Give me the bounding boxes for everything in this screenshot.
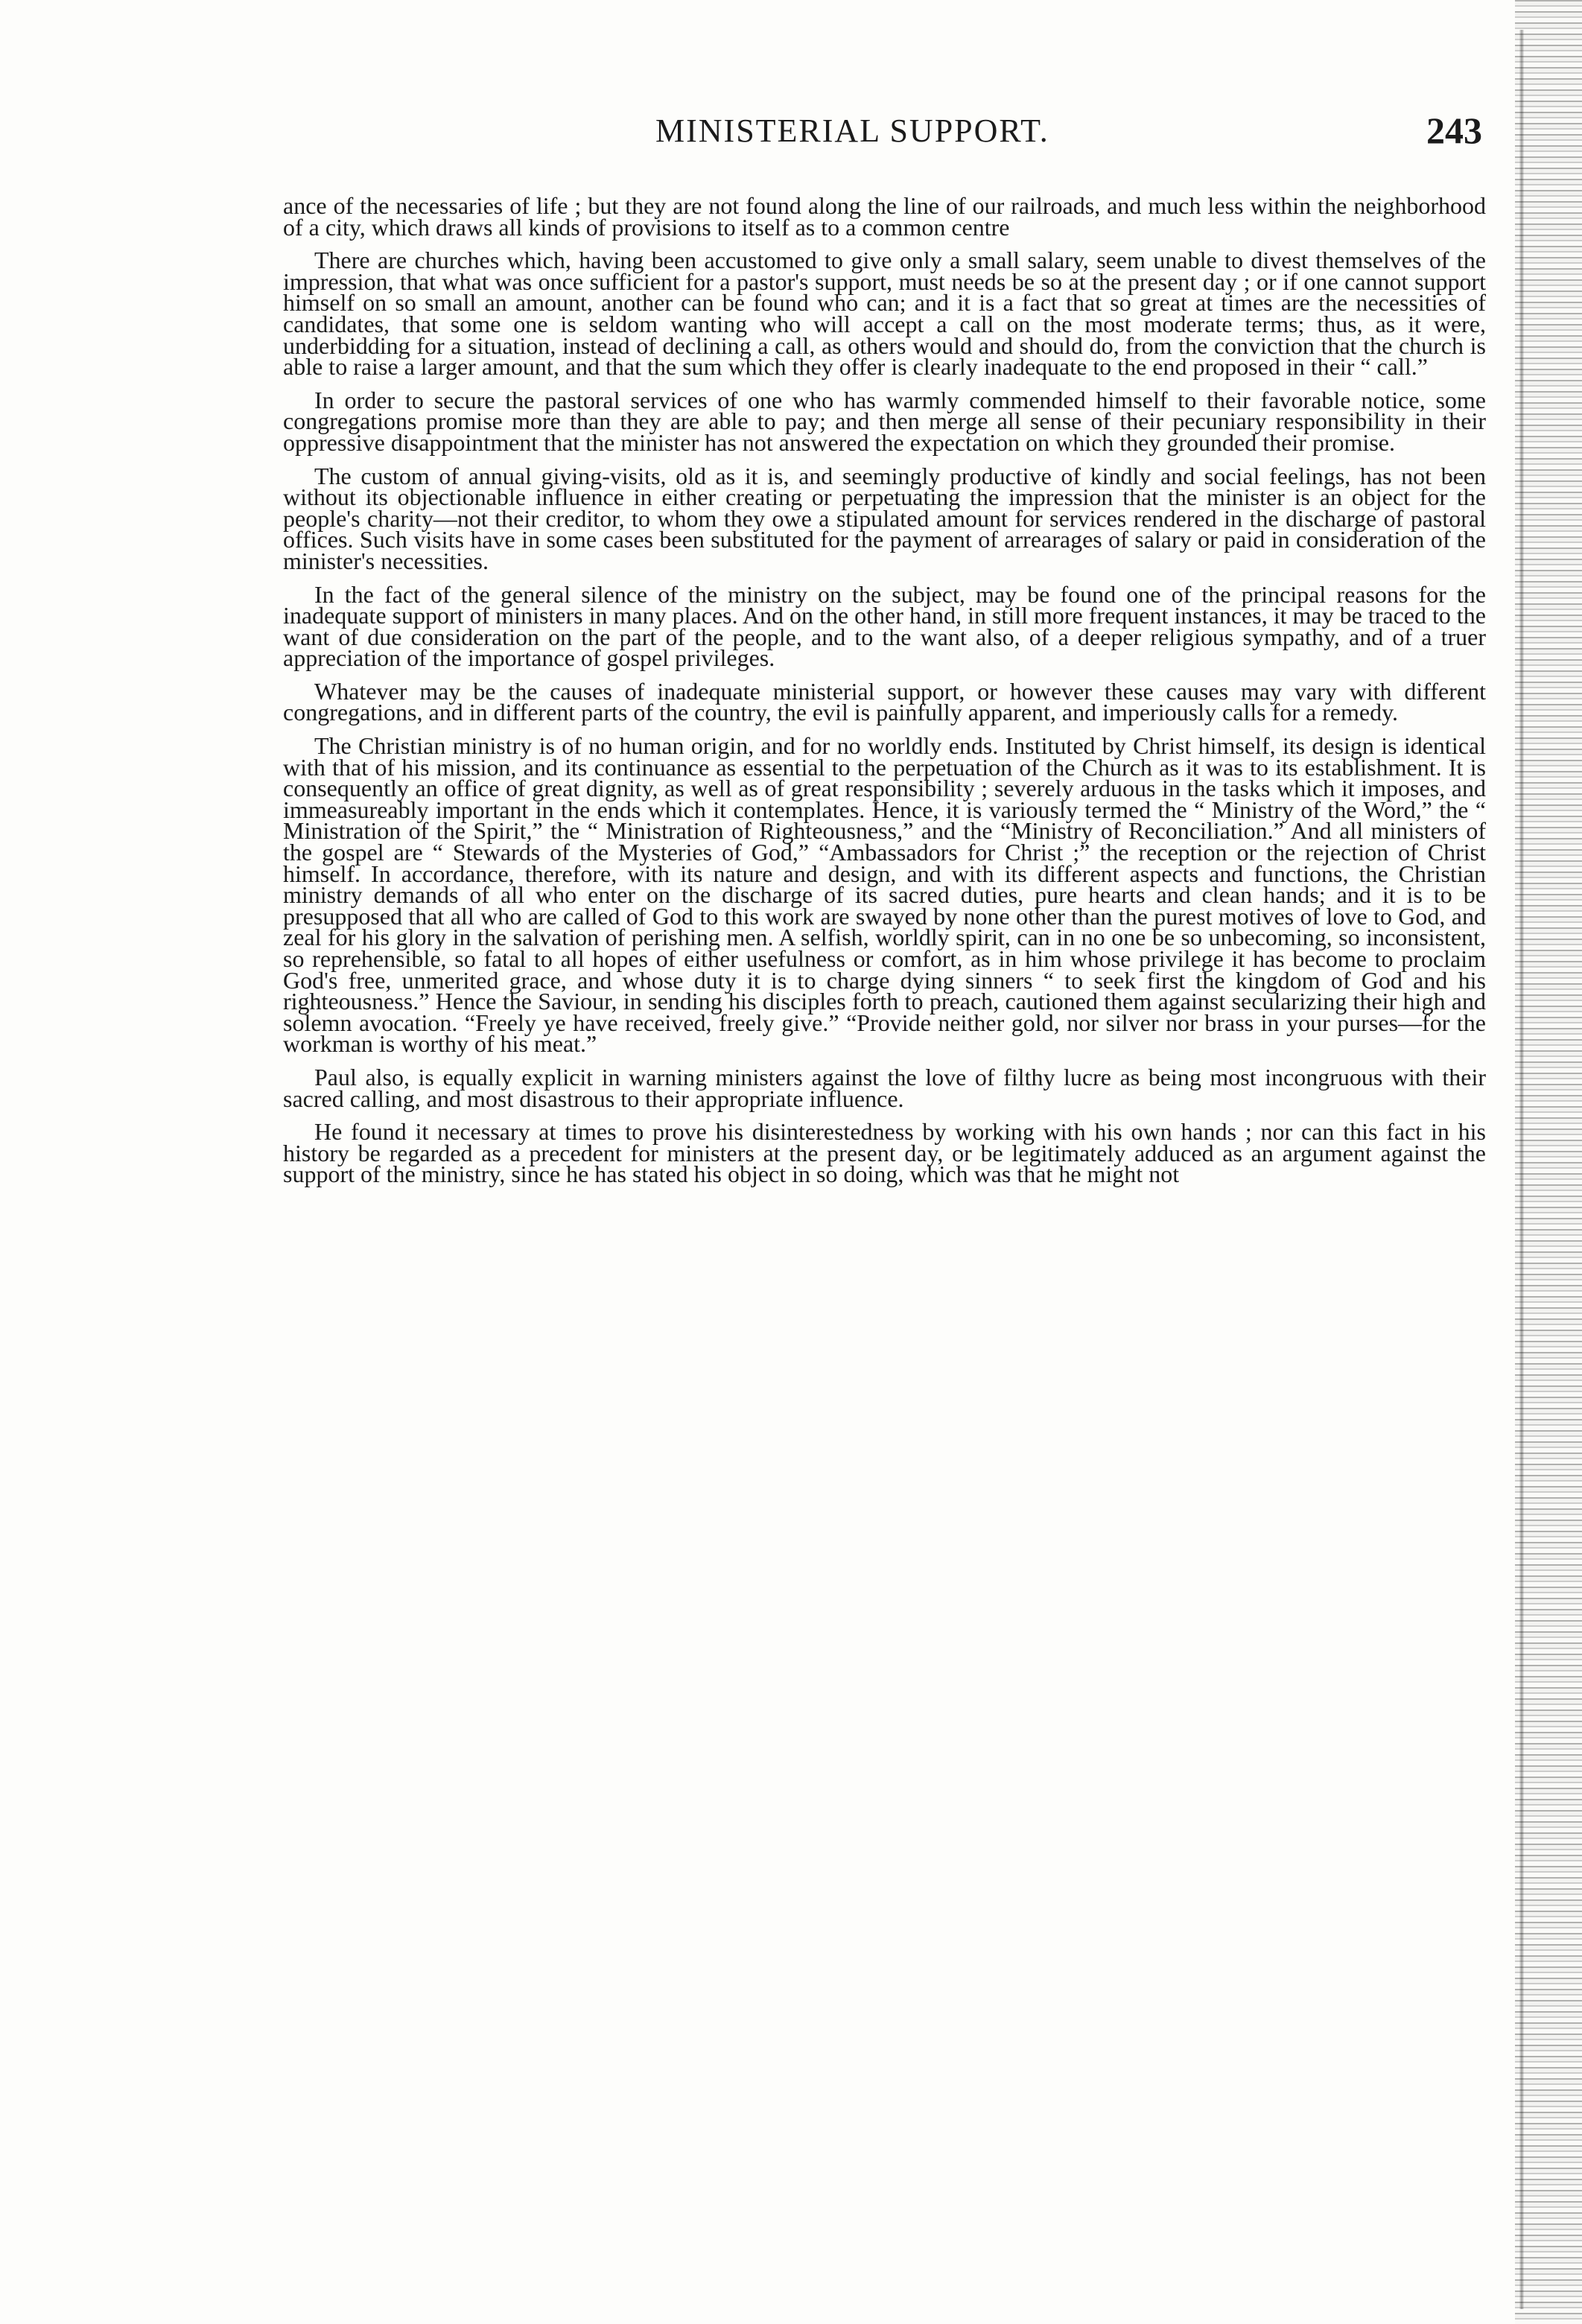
running-head: MINISTERIAL SUPPORT.	[655, 112, 1049, 149]
binding-edge	[1519, 30, 1524, 2309]
paragraph: In the fact of the general silence of the ministry on the subject, may be found one of the principal reasons for the inadequate support of ministers in many places. And on the other hand, in still more frequent instances, it may be traced to the want of due consideration on the part of the people, and to the want also, of a deeper religious sympathy, and of a truer appreciation of the importance of gospel privileges.	[283, 580, 1486, 672]
paragraph: He found it necessary at times to prove his disinterestedness by working with his own hands ; nor can this fact in his history be regarded as a precedent for ministers at the present day, or be legitimately adduced as an argument against the support of the ministry, since he has stated his object in so doing, which was that he might not	[283, 1118, 1486, 1188]
paragraph-continued: ance of the necessaries of life ; but they are not found along the line of our railroads, and much less within the neighborhood of a city, which draws all kinds of provisions to itself as to a common centre	[283, 192, 1486, 241]
paragraph: In order to secure the pastoral services of one who has warmly commended himself to their favorable notice, some congregations promise more than they are able to pay; and then merge all sense of their pecuniary responsibility in their oppressive disappointment that the minister has not answered the expectation on which they grounded their promise.	[283, 386, 1486, 456]
paragraph: The Christian ministry is of no human origin, and for no worldly ends. Instituted by Christ himself, its design is identical with that of his mission, and its continuance as essential to the perpetuation of the Church as it was to its establishment. It is consequently an office of great dignity, as well as of great responsibility ; severely arduous in the tasks which it imposes, and immeasureably important in the ends which it contemplates. Hence, it is variously termed the “ Ministry of the Word,” the “ Ministration of the Spirit,” the “ Ministration of Righteousness,” and the “Ministry of Reconciliation.” And all ministers of the gospel are “ Stewards of the Mysteries of God,” “Ambassadors for Christ ;” the reception or the rejection of Christ himself. In accordance, therefore, with its nature and design, and with its different aspects and functions, the Christian ministry demands of all who enter on the discharge of its sacred duties, pure hearts and clean hands; and it is to be presupposed that all who are called of God to this work are swayed by none other than the purest motives of love to God, and zeal for his glory in the salvation of perishing men. A selfish, worldly spirit, can in no one be so unbecoming, so inconsistent, so reprehensible, so fatal to all hopes of either usefulness or comfort, as in him whose privilege it has become to proclaim God's free, unmerited grace, and whose duty it is to charge dying sinners “ to seek first the kingdom of God and his righteousness.” Hence the Saviour, in sending his disciples forth to preach, cautioned them against secularizing their high and solemn avocation. “Freely ye have received, freely give.” “Provide neither gold, nor silver nor brass in your purses—for the workman is worthy of his meat.”	[283, 732, 1486, 1058]
body-text	[283, 192, 1486, 1197]
paragraph: There are churches which, having been accustomed to give only a small salary, seem unable to divest themselves of the impression, that what was once sufficient for a pastor's support, must needs be so at the present day ; or if one cannot support himself on so small an amount, another can be found who can; and it is a fact that so great at times are the necessities of candidates, that some one is seldom wanting who will accept a call on the most moderate terms; thus, as it were, underbidding for a situation, instead of declining a call, as others would and should do, from the conviction that the church is able to raise a larger amount, and that the sum which they offer is clearly inadequate to the end proposed in their “ call.”	[283, 247, 1486, 381]
page-header	[290, 109, 1482, 164]
paragraph: Paul also, is equally explicit in warning ministers against the love of filthy lucre as being most incongruous with their sacred calling, and most disastrous to their appropriate influence.	[283, 1063, 1486, 1112]
paragraph: Whatever may be the causes of inadequate ministerial support, or however these causes may vary with different congregations, and in different parts of the country, the evil is painfully apparent, and imperiously calls for a remedy.	[283, 677, 1486, 726]
paragraph: The custom of annual giving-visits, old as it is, and seemingly productive of kindly and social feelings, has not been without its objectionable influence in either creating or perpetuating the impression that the minister is an object for the people's charity—not their creditor, to whom they owe a stipulated amount for services rendered in the discharge of pastoral offices. Such visits have in some cases been substituted for the payment of arrearages of salary or paid in consideration of the minister's necessities.	[283, 462, 1486, 574]
binding-gutter	[1515, 0, 1582, 2324]
page-number: 243	[1426, 109, 1482, 151]
